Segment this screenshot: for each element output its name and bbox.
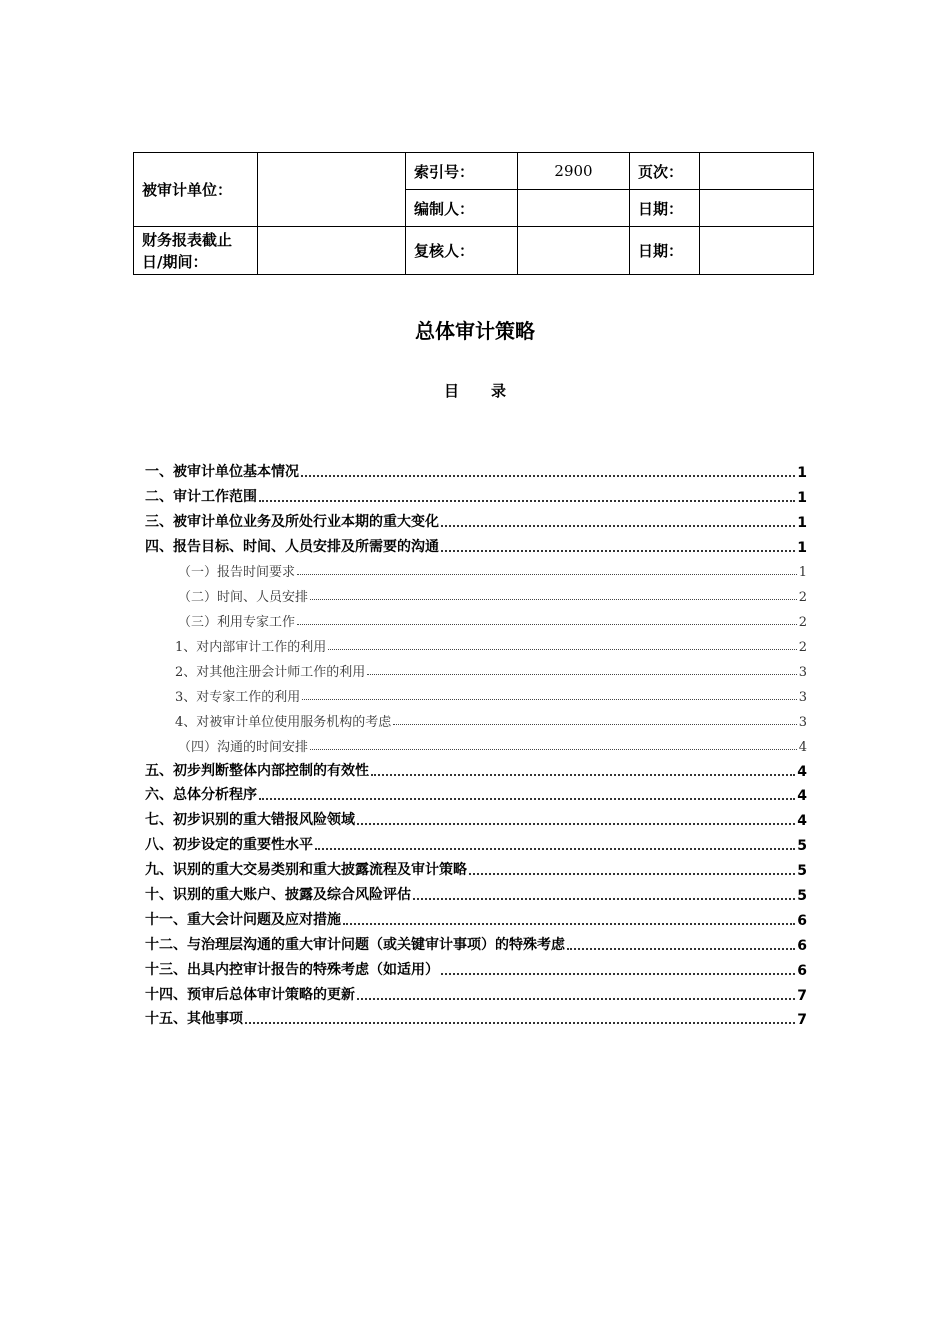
toc-page-number: 4 bbox=[797, 813, 807, 830]
reviewer-label: 复核人： bbox=[406, 227, 518, 275]
toc-page-number: 4 bbox=[797, 788, 807, 805]
toc-entry-title: 十二、与治理层沟通的重大审计问题（或关键审计事项）的特殊考虑 bbox=[145, 936, 565, 953]
toc-entry[interactable] bbox=[145, 854, 807, 879]
toc-entry-title: 十、识别的重大账户、披露及综合风险评估 bbox=[145, 887, 411, 904]
toc-entry-title: （四）沟通的时间安排 bbox=[178, 739, 309, 755]
toc-entry[interactable] bbox=[145, 705, 807, 730]
toc-page-number: 1 bbox=[797, 464, 807, 481]
toc-entry-title: 二、审计工作范围 bbox=[145, 488, 257, 505]
toc-page-number: 3 bbox=[798, 714, 807, 730]
toc-leader-dots bbox=[469, 863, 795, 875]
period-label: 财务报表截止日/期间： bbox=[134, 227, 258, 275]
preparer-label: 编制人： bbox=[406, 190, 518, 227]
toc-entry-title: 十一、重大会计问题及应对措施 bbox=[145, 911, 341, 928]
toc-entry-title: 3、对专家工作的利用 bbox=[175, 689, 301, 705]
toc-page-number: 6 bbox=[797, 962, 807, 979]
toc-entry-title: 十五、其他事项 bbox=[145, 1011, 243, 1028]
toc-entry[interactable] bbox=[145, 655, 807, 680]
toc-entry[interactable] bbox=[145, 556, 807, 581]
index-value[interactable]: 2900 bbox=[518, 153, 630, 190]
toc-leader-dots bbox=[357, 813, 795, 825]
toc-page-number: 7 bbox=[797, 1012, 807, 1029]
toc-entry-title: 4、对被审计单位使用服务机构的考虑 bbox=[175, 714, 392, 730]
toc-leader-dots bbox=[328, 639, 796, 650]
toc-page-number: 2 bbox=[798, 590, 807, 606]
date-value[interactable] bbox=[700, 190, 814, 227]
toc-entry-title: 十四、预审后总体审计策略的更新 bbox=[145, 986, 355, 1003]
toc-entry[interactable] bbox=[145, 879, 807, 904]
toc-leader-dots bbox=[441, 540, 795, 552]
toc-entry[interactable] bbox=[145, 780, 807, 805]
toc-entry[interactable] bbox=[145, 506, 807, 531]
toc-page-number: 7 bbox=[797, 987, 807, 1004]
toc-heading-char: 录 bbox=[491, 382, 507, 400]
toc-entry[interactable] bbox=[145, 531, 807, 556]
document-title: 总体审计策略 bbox=[415, 319, 535, 343]
toc-entry[interactable] bbox=[145, 1004, 807, 1029]
toc-leader-dots bbox=[310, 739, 797, 750]
toc-entry[interactable] bbox=[145, 755, 807, 780]
toc-entry[interactable] bbox=[145, 580, 807, 605]
reviewer-value[interactable] bbox=[518, 227, 630, 275]
toc-entry[interactable] bbox=[145, 979, 807, 1004]
period-value[interactable] bbox=[258, 227, 406, 275]
table-of-contents bbox=[145, 456, 807, 1028]
toc-page-number: 4 bbox=[798, 739, 807, 755]
review-date-value[interactable] bbox=[700, 227, 814, 275]
toc-leader-dots bbox=[310, 589, 797, 600]
toc-entry[interactable] bbox=[145, 904, 807, 929]
toc-page-number: 5 bbox=[797, 888, 807, 905]
toc-entry-title: 七、初步识别的重大错报风险领域 bbox=[145, 812, 355, 829]
toc-entry[interactable] bbox=[145, 929, 807, 954]
toc-entry-title: 三、被审计单位业务及所处行业本期的重大变化 bbox=[145, 513, 439, 530]
toc-leader-dots bbox=[259, 490, 795, 502]
toc-leader-dots bbox=[301, 465, 795, 477]
toc-entry[interactable] bbox=[145, 954, 807, 979]
audited-entity-value[interactable] bbox=[258, 153, 406, 227]
toc-page-number: 5 bbox=[797, 838, 807, 855]
toc-entry-title: 六、总体分析程序 bbox=[145, 787, 257, 804]
toc-leader-dots bbox=[343, 913, 795, 925]
toc-page-number: 3 bbox=[798, 689, 807, 705]
toc-page-number: 1 bbox=[797, 539, 807, 556]
page-label: 页次： bbox=[630, 153, 700, 190]
toc-leader-dots bbox=[393, 714, 796, 725]
toc-leader-dots bbox=[441, 963, 795, 975]
toc-heading bbox=[0, 380, 950, 401]
toc-leader-dots bbox=[297, 614, 797, 625]
toc-entry-title: （二）时间、人员安排 bbox=[178, 590, 309, 606]
toc-leader-dots bbox=[302, 689, 796, 700]
toc-entry-title: 五、初步判断整体内部控制的有效性 bbox=[145, 762, 369, 779]
toc-heading-char: 目 bbox=[443, 382, 459, 400]
date-label: 日期： bbox=[630, 190, 700, 227]
toc-page-number: 4 bbox=[797, 763, 807, 780]
toc-entry[interactable] bbox=[145, 730, 807, 755]
toc-leader-dots bbox=[567, 938, 795, 950]
toc-leader-dots bbox=[357, 988, 795, 1000]
toc-page-number: 5 bbox=[797, 863, 807, 880]
toc-entry-title: 十三、出具内控审计报告的特殊考虑（如适用） bbox=[145, 961, 439, 978]
toc-entry-title: 2、对其他注册会计师工作的利用 bbox=[175, 665, 366, 681]
preparer-value[interactable] bbox=[518, 190, 630, 227]
page-value[interactable] bbox=[700, 153, 814, 190]
toc-entry-title: 1、对内部审计工作的利用 bbox=[175, 640, 327, 656]
toc-page-number: 2 bbox=[798, 640, 807, 656]
toc-entry-title: （三）利用专家工作 bbox=[178, 615, 296, 631]
toc-page-number: 3 bbox=[798, 665, 807, 681]
review-date-label: 日期： bbox=[630, 227, 700, 275]
toc-entry[interactable] bbox=[145, 630, 807, 655]
toc-entry[interactable] bbox=[145, 456, 807, 481]
toc-page-number: 6 bbox=[797, 937, 807, 954]
toc-page-number: 6 bbox=[797, 912, 807, 929]
toc-leader-dots bbox=[441, 515, 795, 527]
toc-entry[interactable] bbox=[145, 605, 807, 630]
toc-entry-title: 四、报告目标、时间、人员安排及所需要的沟通 bbox=[145, 538, 439, 555]
header-info-table bbox=[133, 152, 814, 275]
toc-entry[interactable] bbox=[145, 680, 807, 705]
toc-leader-dots bbox=[297, 564, 797, 575]
toc-entry[interactable] bbox=[145, 804, 807, 829]
toc-entry-title: 八、初步设定的重要性水平 bbox=[145, 837, 313, 854]
toc-entry[interactable] bbox=[145, 829, 807, 854]
toc-leader-dots bbox=[315, 838, 795, 850]
toc-leader-dots bbox=[245, 1012, 795, 1024]
toc-entry-title: （一）报告时间要求 bbox=[178, 565, 296, 581]
toc-entry-title: 九、识别的重大交易类别和重大披露流程及审计策略 bbox=[145, 862, 467, 879]
toc-page-number: 2 bbox=[798, 615, 807, 631]
toc-entry-title: 一、被审计单位基本情况 bbox=[145, 463, 299, 480]
toc-leader-dots bbox=[371, 764, 795, 776]
audited-entity-label: 被审计单位： bbox=[134, 153, 258, 227]
toc-leader-dots bbox=[413, 888, 795, 900]
toc-leader-dots bbox=[259, 788, 795, 800]
toc-leader-dots bbox=[367, 664, 796, 675]
toc-entry[interactable] bbox=[145, 481, 807, 506]
index-label: 索引号： bbox=[406, 153, 518, 190]
toc-page-number: 1 bbox=[797, 489, 807, 506]
toc-page-number: 1 bbox=[798, 565, 807, 581]
toc-page-number: 1 bbox=[797, 514, 807, 531]
